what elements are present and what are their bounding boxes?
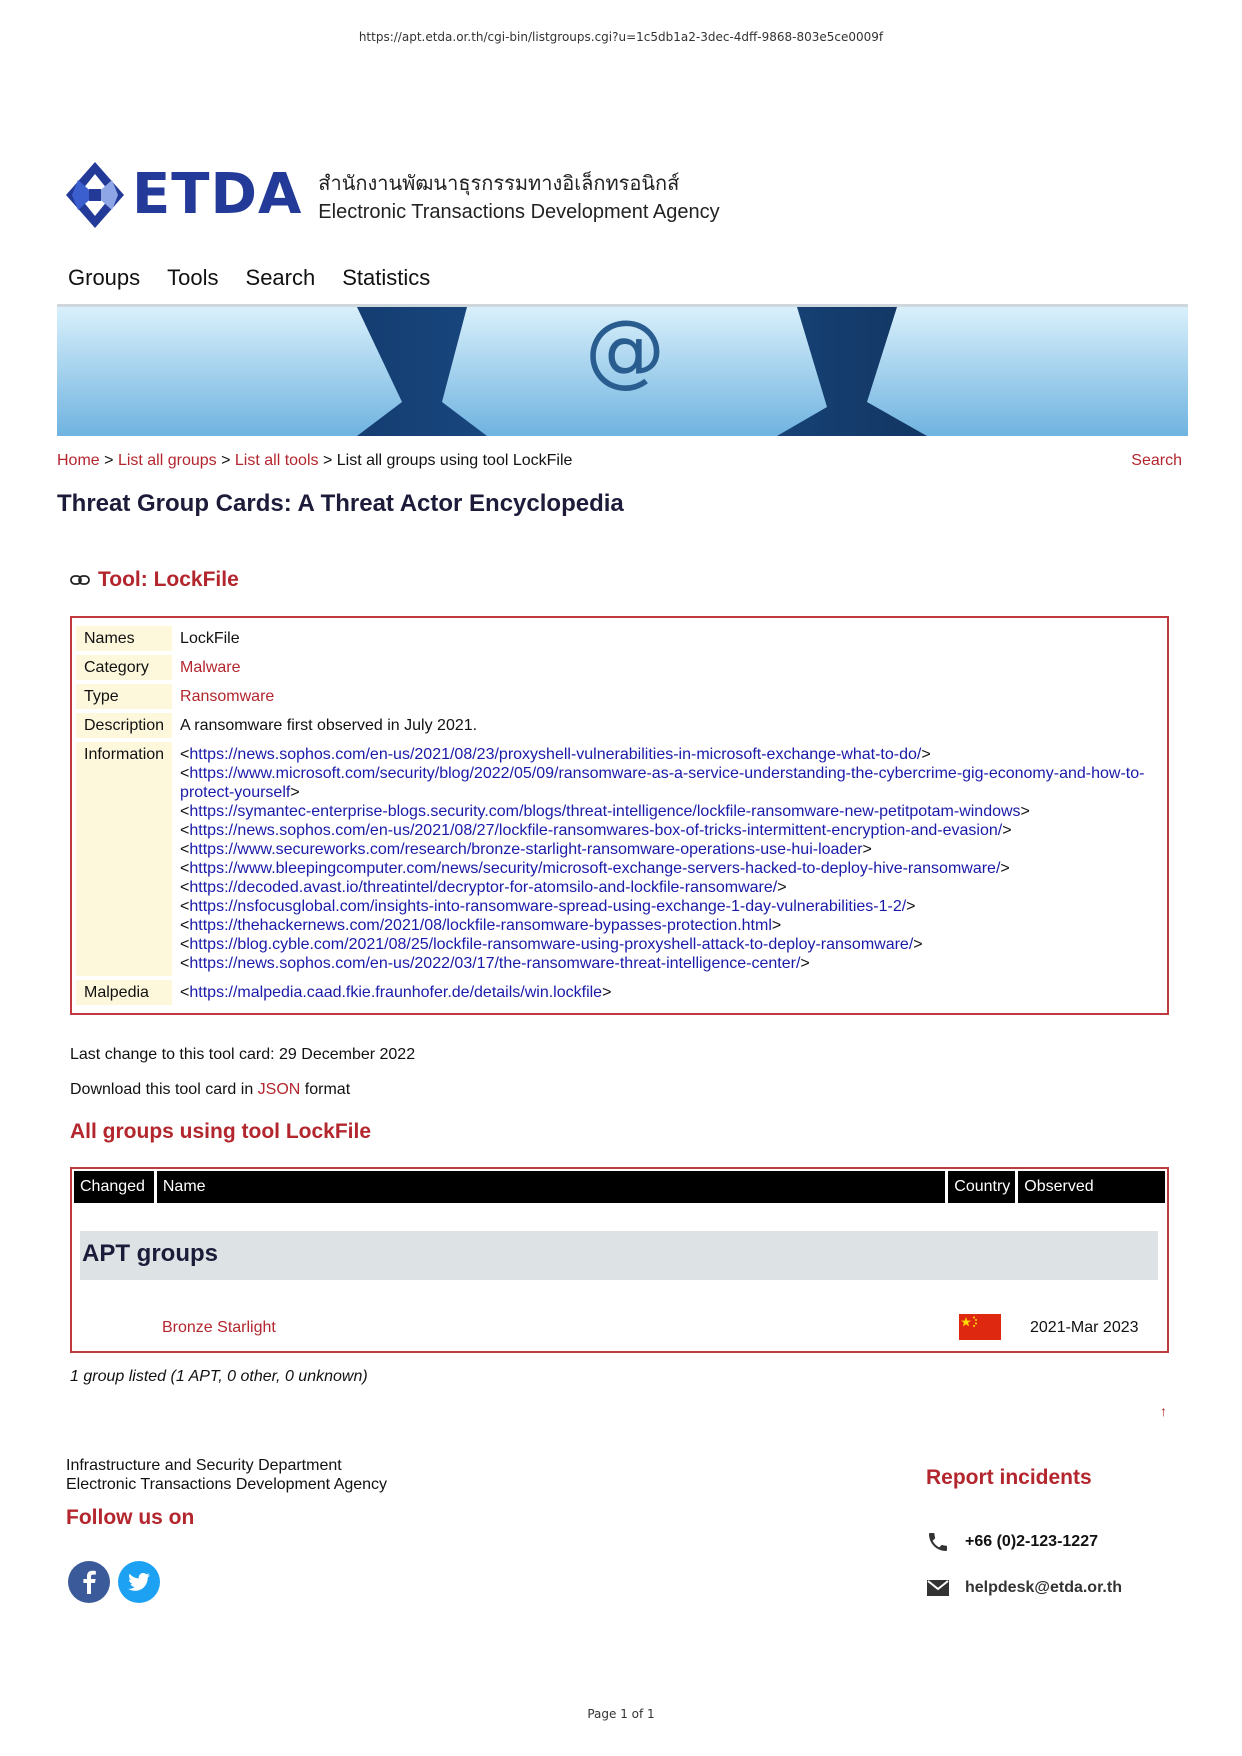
back-to-top-icon[interactable]: ↑ (1160, 1403, 1167, 1419)
tool-row-type (76, 684, 1163, 709)
info-link-item: <https://blog.cyble.com/2021/08/25/lockfile-ransomware-using-proxyshell-attack-to-deploy-ransomware/> (180, 936, 923, 953)
category-label: Category (76, 655, 172, 680)
twitter-icon[interactable] (118, 1561, 160, 1603)
keyboard-banner-image (57, 307, 1188, 436)
social-links (68, 1561, 160, 1603)
info-link-item: <https://www.microsoft.com/security/blog/2022/05/09/ransomware-as-a-service-understanding-the-cybercrime-gig-economy-and-how-to-protect-yourself> (180, 765, 1145, 801)
breadcrumb (57, 452, 572, 470)
group-link-bronze-starlight[interactable]: Bronze Starlight (162, 1319, 276, 1336)
page-number: Page 1 of 1 (587, 1707, 655, 1721)
info-link[interactable]: https://news.sophos.com/en-us/2021/08/27/lockfile-ransomwares-box-of-tricks-intermittent-encryption-and-evasion/ (189, 822, 1003, 839)
type-link[interactable]: Ransomware (180, 688, 275, 705)
page-title: Threat Group Cards: A Threat Actor Encyclopedia (57, 490, 624, 517)
information-label: Information (76, 742, 172, 976)
info-link-item: <https://thehackernews.com/2021/08/lockfile-ransomware-bypasses-protection.html> (180, 917, 782, 934)
malpedia-link[interactable]: https://malpedia.caad.fkie.fraunhofer.de/details/win.lockfile (189, 984, 603, 1001)
tool-title: Tool: LockFile (98, 568, 239, 591)
info-link-item: <https://decoded.avast.io/threatintel/decryptor-for-atomsilo-and-lockfile-ransomware/> (180, 879, 787, 896)
download-prefix: Download this tool card in (70, 1081, 254, 1098)
download-line (70, 1081, 350, 1099)
tool-heading (70, 568, 239, 592)
info-link-item: <https://symantec-enterprise-blogs.security.com/blogs/threat-intelligence/lockfile-ransomware-new-petitpotam-windows> (180, 803, 1030, 820)
search-link[interactable]: Search (1131, 452, 1182, 469)
etda-wordmark: ETDA (132, 162, 303, 227)
etda-logo-icon (64, 160, 126, 230)
column-changed[interactable]: Changed (74, 1171, 154, 1203)
info-link[interactable]: https://nsfocusglobal.com/insights-into-ransomware-spread-using-exchange-1-day-vulnerabilities-1-2/ (189, 898, 907, 915)
nav-groups[interactable]: Groups (68, 265, 141, 290)
agency-name-thai: สำนักงานพัฒนาธุรกรรมทางอิเล็กทรอนิกส์ (318, 170, 680, 195)
type-label: Type (76, 684, 172, 709)
tool-row-malpedia (76, 980, 1163, 1005)
site-header (64, 160, 720, 230)
groups-summary: 1 group listed (1 APT, 0 other, 0 unknown) (70, 1368, 368, 1385)
phone-icon (926, 1530, 950, 1554)
groups-table (70, 1167, 1169, 1353)
group-observed: 2021-Mar 2023 (1030, 1319, 1139, 1336)
breadcrumb-all-tools[interactable]: List all tools (234, 452, 319, 469)
names-label: Names (76, 626, 172, 651)
information-links (172, 742, 1163, 976)
nav-tools[interactable]: Tools (167, 265, 219, 290)
info-link-item: <https://www.bleepingcomputer.com/news/security/microsoft-exchange-servers-hacked-to-deploy-hive-ransomware/> (180, 860, 1010, 877)
report-incidents-heading: Report incidents (926, 1466, 1092, 1489)
info-link[interactable]: https://www.bleepingcomputer.com/news/security/microsoft-exchange-servers-hacked-to-deploy-hive-ransomware/ (189, 860, 1001, 877)
tool-row-information (76, 742, 1163, 976)
last-change: Last change to this tool card: 29 December 2022 (70, 1046, 416, 1063)
groups-heading: All groups using tool LockFile (70, 1120, 372, 1143)
json-download-link[interactable]: JSON (257, 1081, 301, 1098)
tool-card (70, 616, 1169, 1015)
info-link[interactable]: https://thehackernews.com/2021/08/lockfile-ransomware-bypasses-protection.html (189, 917, 772, 934)
mail-icon (926, 1578, 950, 1598)
groups-table-header (74, 1171, 1165, 1203)
follow-us-heading: Follow us on (66, 1506, 195, 1529)
facebook-icon[interactable] (68, 1561, 110, 1603)
column-name[interactable]: Name (157, 1171, 945, 1203)
info-link-item: <https://www.secureworks.com/research/bronze-starlight-ransomware-operations-use-hui-loader> (180, 841, 872, 858)
contact-phone[interactable] (926, 1530, 1098, 1554)
info-link[interactable]: https://news.sophos.com/en-us/2022/03/17/the-ransomware-threat-intelligence-center/ (189, 955, 801, 972)
china-flag-icon (959, 1314, 1001, 1340)
apt-groups-section (80, 1231, 1158, 1280)
column-observed[interactable]: Observed (1018, 1171, 1165, 1203)
footer-address (66, 1456, 387, 1494)
footer-agency: Electronic Transactions Development Agency (66, 1476, 388, 1493)
info-link[interactable]: https://news.sophos.com/en-us/2021/08/23/proxyshell-vulnerabilities-in-microsoft-exchange-what-to-do/ (189, 746, 922, 763)
apt-groups-title: APT groups (82, 1240, 218, 1267)
phone-number: +66 (0)2-123-1227 (965, 1533, 1098, 1550)
category-link[interactable]: Malware (180, 659, 241, 676)
description-value: A ransomware first observed in July 2021. (180, 717, 478, 734)
info-link-item: <https://news.sophos.com/en-us/2022/03/17/the-ransomware-threat-intelligence-center/> (180, 955, 810, 972)
tool-row-description (76, 713, 1163, 738)
breadcrumb-current: List all groups using tool LockFile (336, 452, 573, 469)
breadcrumb-separator: > (322, 452, 333, 469)
tool-row-names (76, 626, 1163, 651)
malpedia-label: Malpedia (76, 980, 172, 1005)
info-link[interactable]: https://blog.cyble.com/2021/08/25/lockfile-ransomware-using-proxyshell-attack-to-deploy-ransomware/ (189, 936, 914, 953)
info-link[interactable]: https://www.secureworks.com/research/bronze-starlight-ransomware-operations-use-hui-loader (189, 841, 863, 858)
link-icon[interactable] (70, 574, 90, 586)
nav-search[interactable]: Search (245, 265, 316, 290)
download-suffix: format (304, 1081, 351, 1098)
contact-email[interactable] (926, 1578, 1122, 1598)
info-link[interactable]: https://www.microsoft.com/security/blog/2022/05/09/ransomware-as-a-service-understanding-the-cybercrime-gig-economy-and-how-to-protect-yourself (180, 765, 1145, 801)
info-link-item: <https://news.sophos.com/en-us/2021/08/27/lockfile-ransomwares-box-of-tricks-intermittent-encryption-and-evasion/> (180, 822, 1012, 839)
description-label: Description (76, 713, 172, 738)
malpedia-value: <https://malpedia.caad.fkie.fraunhofer.de/details/win.lockfile> (180, 984, 612, 1001)
column-country[interactable]: Country (948, 1171, 1015, 1203)
info-link-item: <https://nsfocusglobal.com/insights-into-ransomware-spread-using-exchange-1-day-vulnerabilities-1-2/> (180, 898, 916, 915)
main-nav (68, 265, 430, 291)
names-value: LockFile (180, 630, 240, 647)
breadcrumb-separator: > (104, 452, 114, 469)
agency-name (318, 167, 719, 224)
tool-row-category (76, 655, 1163, 680)
breadcrumb-home[interactable]: Home (57, 452, 100, 469)
breadcrumb-all-groups[interactable]: List all groups (117, 452, 217, 469)
svg-text:@: @ (585, 307, 665, 396)
info-link[interactable]: https://decoded.avast.io/threatintel/decryptor-for-atomsilo-and-lockfile-ransomware/ (189, 879, 778, 896)
breadcrumb-separator: > (221, 452, 231, 469)
info-link[interactable]: https://symantec-enterprise-blogs.security.com/blogs/threat-intelligence/lockfile-ransomware-new-petitpotam-windows (189, 803, 1021, 820)
nav-statistics[interactable]: Statistics (342, 265, 431, 290)
agency-name-english: Electronic Transactions Development Agency (318, 200, 720, 223)
email-address: helpdesk@etda.or.th (965, 1579, 1122, 1596)
page-url: https://apt.etda.or.th/cgi-bin/listgroups.cgi?u=1c5db1a2-3dec-4dff-9868-803e5ce0009f (358, 30, 884, 44)
footer-department: Infrastructure and Security Department (66, 1457, 342, 1474)
info-link-item: <https://news.sophos.com/en-us/2021/08/23/proxyshell-vulnerabilities-in-microsoft-exchange-what-to-do/> (180, 746, 931, 763)
